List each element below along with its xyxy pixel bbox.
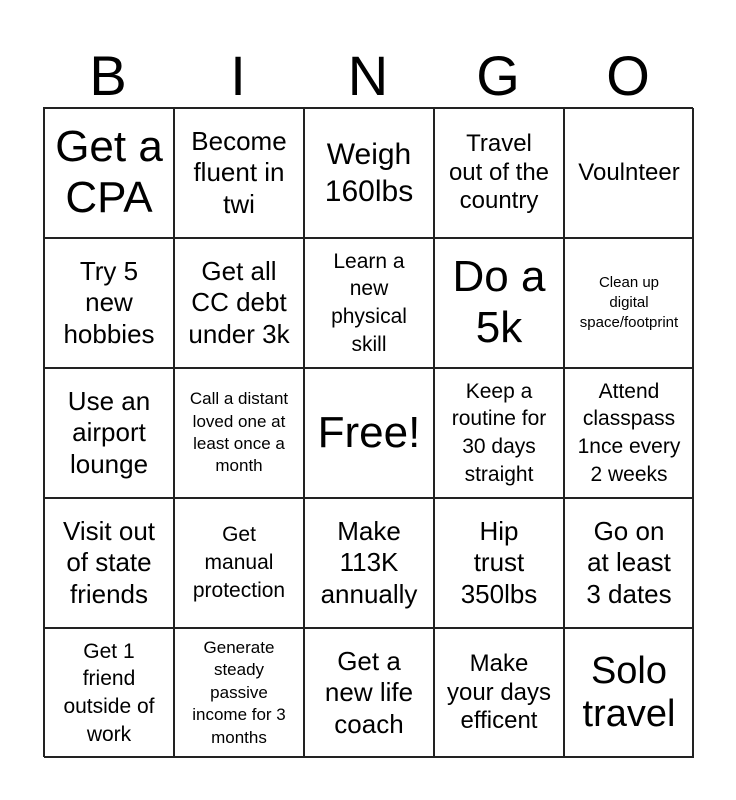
header-letter-n: N	[347, 44, 389, 107]
bingo-cell[interactable]: Weigh 160lbs	[304, 108, 434, 238]
bingo-cell[interactable]: Go on at least 3 dates	[564, 498, 694, 628]
header-letter-o: O	[606, 44, 650, 107]
bingo-cell[interactable]: Solo travel	[564, 628, 694, 758]
bingo-cell[interactable]: Become fluent in twi	[174, 108, 304, 238]
header-letter-g: G	[476, 44, 520, 107]
header-letter-b: B	[89, 44, 127, 107]
bingo-cell[interactable]: Keep a routine for 30 days straight	[434, 368, 564, 498]
bingo-cell[interactable]: Use an airport lounge	[44, 368, 174, 498]
bingo-cell[interactable]: Get manual protection	[174, 498, 304, 628]
bingo-cell[interactable]: Visit out of state friends	[44, 498, 174, 628]
bingo-cell[interactable]: Learn a new physical skill	[304, 238, 434, 368]
bingo-cell[interactable]: Do a 5k	[434, 238, 564, 368]
bingo-cell[interactable]: Get all CC debt under 3k	[174, 238, 304, 368]
bingo-cell[interactable]: Hip trust 350lbs	[434, 498, 564, 628]
bingo-cell[interactable]: Travel out of the country	[434, 108, 564, 238]
bingo-cell[interactable]: Make your days efficent	[434, 628, 564, 758]
bingo-cell[interactable]: Get 1 friend outside of work	[44, 628, 174, 758]
bingo-cell[interactable]: Generate steady passive income for 3 months	[174, 628, 304, 758]
bingo-cell[interactable]: Clean up digital space/footprint	[564, 238, 694, 368]
bingo-board	[43, 107, 693, 757]
header-letter-i: I	[230, 44, 246, 107]
bingo-cell[interactable]: Voulnteer	[564, 108, 694, 238]
free-space-cell[interactable]: Free!	[304, 368, 434, 498]
bingo-cell[interactable]: Call a distant loved one at least once a month	[174, 368, 304, 498]
bingo-cell[interactable]: Get a new life coach	[304, 628, 434, 758]
bingo-header	[43, 46, 693, 106]
bingo-cell[interactable]: Get a CPA	[44, 108, 174, 238]
bingo-cell[interactable]: Attend classpass 1nce every 2 weeks	[564, 368, 694, 498]
bingo-cell[interactable]: Try 5 new hobbies	[44, 238, 174, 368]
bingo-cell[interactable]: Make 113K annually	[304, 498, 434, 628]
